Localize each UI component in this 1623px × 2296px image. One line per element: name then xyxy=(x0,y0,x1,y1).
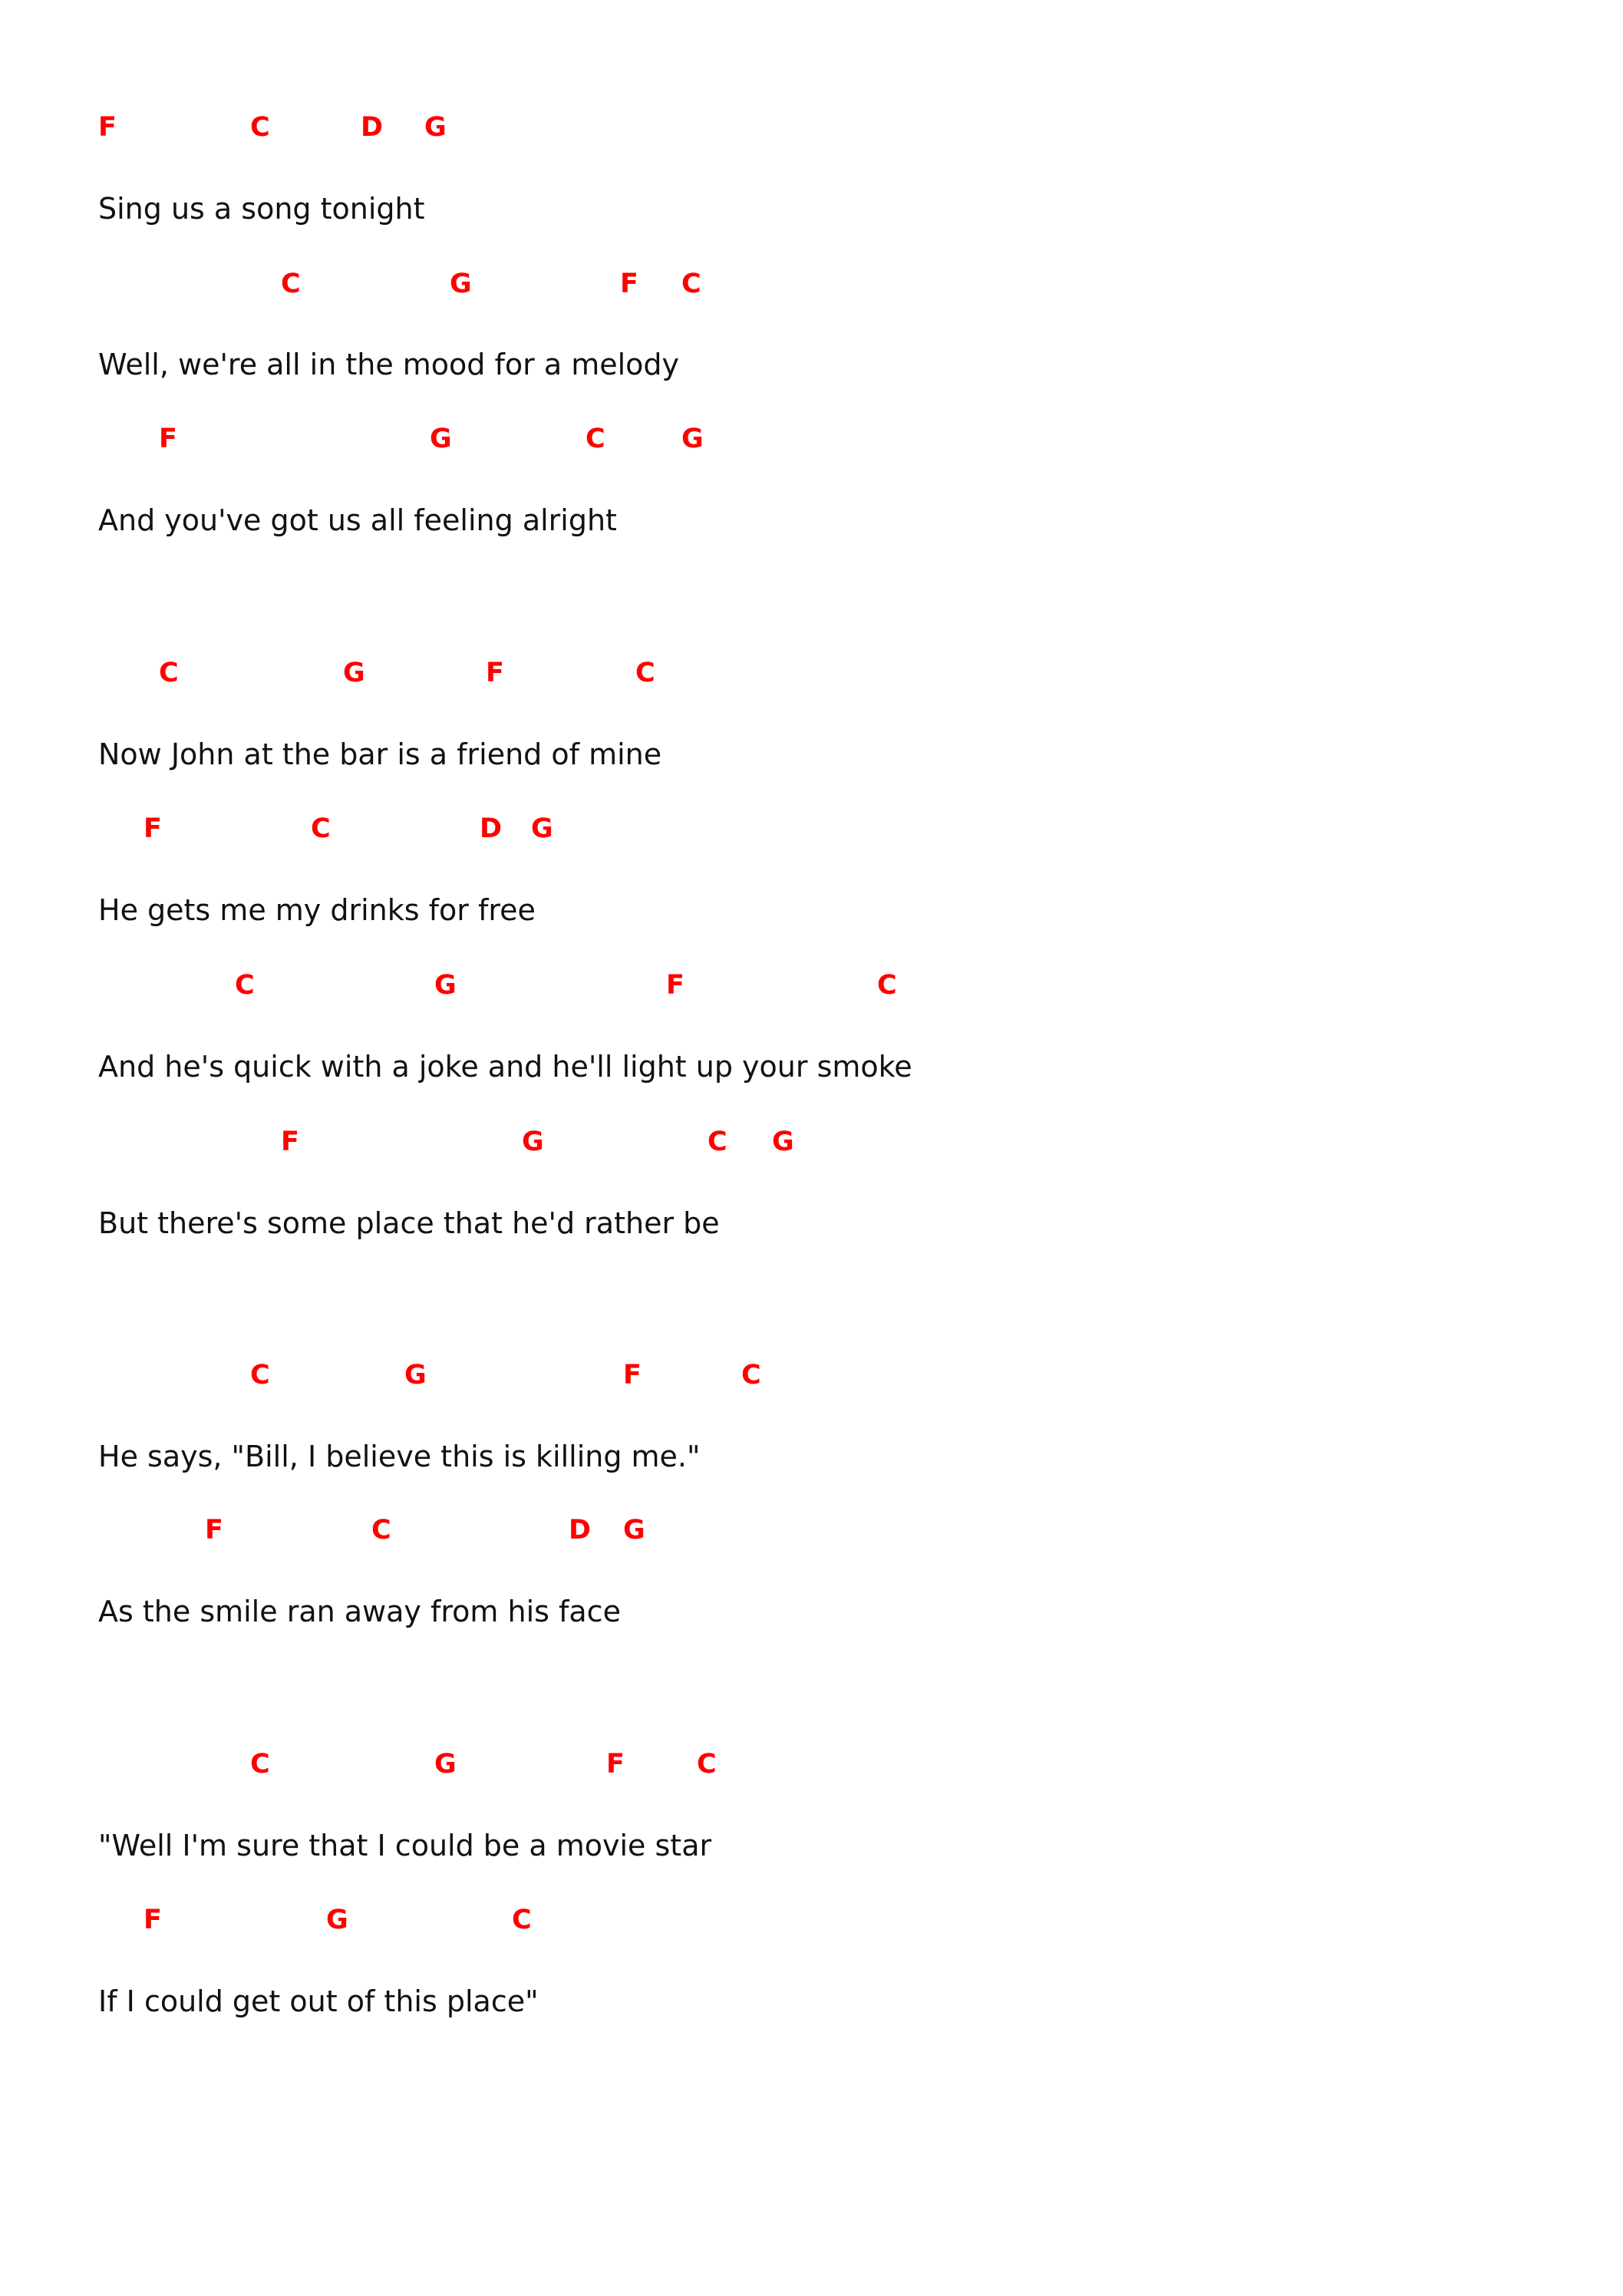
chord-label: F xyxy=(486,658,504,688)
chord-label: G xyxy=(434,970,457,1001)
chord-line xyxy=(0,111,1623,157)
lyric-line xyxy=(0,1437,1623,1483)
lyric-text: He says, "Bill, I believe this is killing me." xyxy=(98,1440,701,1473)
chord-label: C xyxy=(635,658,655,688)
chord-label: D xyxy=(480,813,503,844)
chord-label: C xyxy=(708,1127,727,1157)
lyric-line xyxy=(0,190,1623,236)
chord-label: C xyxy=(741,1360,761,1390)
chord-label: D xyxy=(569,1515,592,1546)
chord-line xyxy=(0,422,1623,468)
chord-label: C xyxy=(681,269,701,299)
chord-line xyxy=(0,1513,1623,1559)
chord-label: C xyxy=(281,269,301,299)
chord-label: C xyxy=(697,1749,717,1780)
chord-label: C xyxy=(877,970,897,1001)
chord-label: C xyxy=(159,658,179,688)
lyric-text: Sing us a song tonight xyxy=(98,192,425,226)
chord-label: F xyxy=(623,1360,642,1390)
chord-line xyxy=(0,1903,1623,1949)
chord-label: C xyxy=(311,813,331,844)
chord-label: C xyxy=(250,1749,270,1780)
chord-label: G xyxy=(681,424,704,454)
lyric-line xyxy=(0,1592,1623,1638)
chord-label: G xyxy=(404,1360,427,1390)
chord-label: G xyxy=(430,424,452,454)
lyric-line xyxy=(0,1826,1623,1872)
lyric-line xyxy=(0,1982,1623,2028)
chord-label: G xyxy=(522,1127,544,1157)
chord-label: F xyxy=(159,424,177,454)
lyric-line xyxy=(0,1204,1623,1250)
chord-label: G xyxy=(450,269,472,299)
chord-line xyxy=(0,656,1623,702)
chord-label: C xyxy=(512,1905,532,1935)
lyric-text: And you've got us all feeling alright xyxy=(98,503,617,537)
chord-label: G xyxy=(434,1749,457,1780)
chord-label: C xyxy=(250,1360,270,1390)
chord-label: G xyxy=(424,112,447,143)
chord-label: D xyxy=(361,112,384,143)
chord-line xyxy=(0,968,1623,1014)
chord-line xyxy=(0,1358,1623,1404)
chord-label: G xyxy=(623,1515,645,1546)
chord-label: F xyxy=(281,1127,299,1157)
chord-label: G xyxy=(772,1127,794,1157)
lyric-text: If I could get out of this place" xyxy=(98,1984,539,2018)
chord-label: F xyxy=(98,112,117,143)
chord-line xyxy=(0,1125,1623,1171)
lyric-line xyxy=(0,345,1623,391)
lyric-line xyxy=(0,735,1623,781)
lyric-text: Well, we're all in the mood for a melody xyxy=(98,348,680,381)
lyric-text: As the smile ran away from his face xyxy=(98,1595,621,1628)
chord-label: G xyxy=(531,813,553,844)
chord-line xyxy=(0,267,1623,313)
lyric-text: "Well I'm sure that I could be a movie star xyxy=(98,1829,712,1862)
chord-label: F xyxy=(143,1905,162,1935)
chord-label: G xyxy=(326,1905,348,1935)
chord-label: F xyxy=(205,1515,223,1546)
chord-label: G xyxy=(343,658,365,688)
chord-label: C xyxy=(586,424,605,454)
lyric-line xyxy=(0,891,1623,937)
chord-label: F xyxy=(606,1749,625,1780)
chord-line xyxy=(0,1747,1623,1793)
chord-label: F xyxy=(666,970,684,1001)
chord-label: C xyxy=(371,1515,391,1546)
lyric-line xyxy=(0,1047,1623,1094)
lyric-text: And he's quick with a joke and he'll light up your smoke xyxy=(98,1050,912,1084)
chord-label: F xyxy=(143,813,162,844)
lyric-text: Now John at the bar is a friend of mine xyxy=(98,737,662,771)
chord-label: F xyxy=(620,269,638,299)
lyric-text: He gets me my drinks for free xyxy=(98,893,536,927)
chord-label: C xyxy=(235,970,255,1001)
chord-label: C xyxy=(250,112,270,143)
lyric-line xyxy=(0,501,1623,547)
chord-line xyxy=(0,812,1623,858)
lyric-text: But there's some place that he'd rather be xyxy=(98,1206,720,1240)
